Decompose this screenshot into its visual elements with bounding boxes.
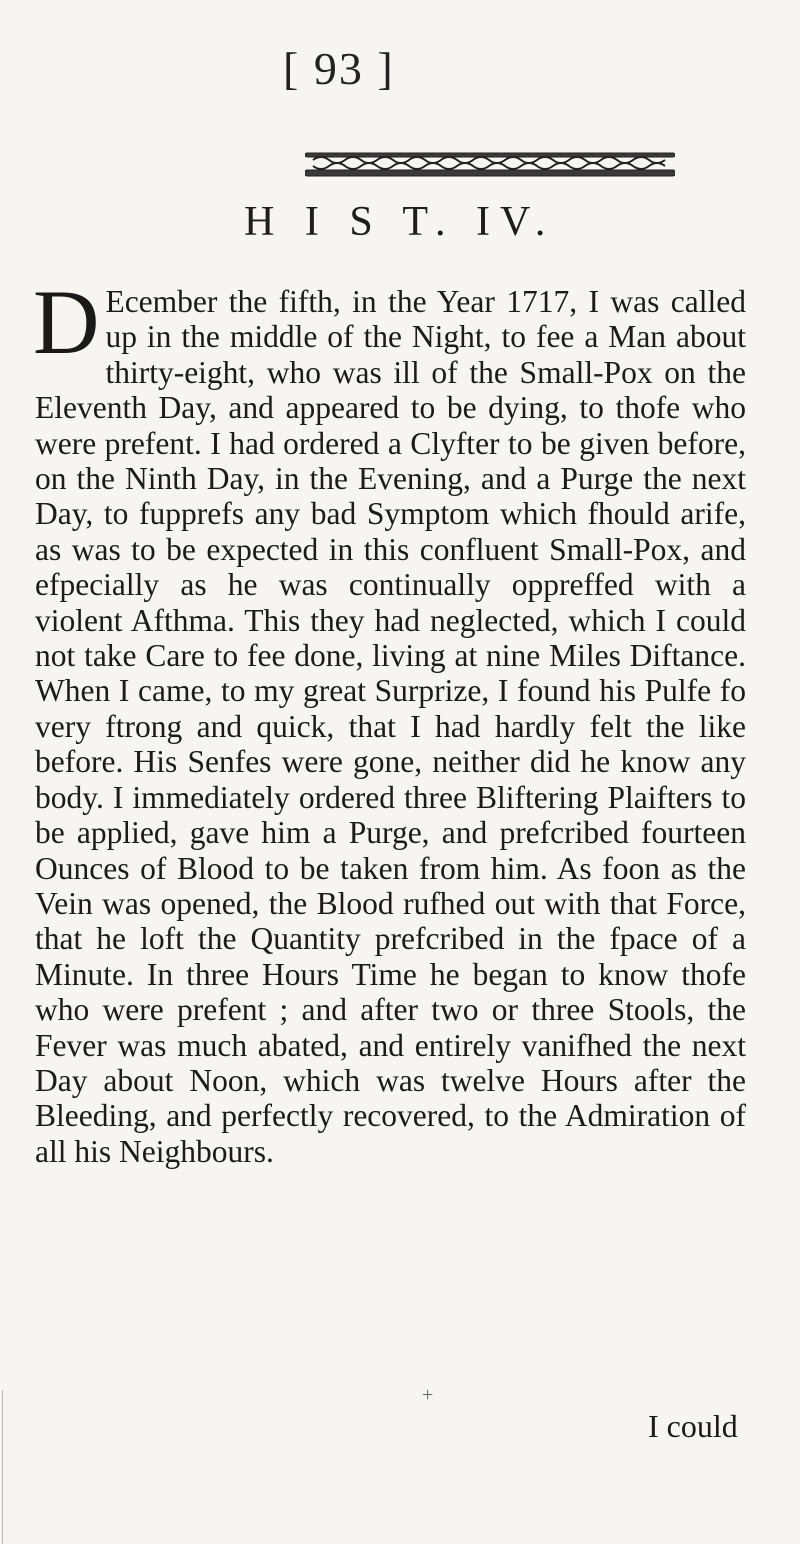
drop-cap-letter: D: [33, 271, 100, 373]
body-text: Ecember the fifth, in the Year 1717, I was called up in the middle of the Night, to fee a Man about thirty-eight, who was ill of the Small-Pox on the Eleventh Day, and appeared to be dying, to thofe who were prefent. I had ordered a Clyfter to be given before, on the Ninth Day, in the Evening, and a Purge the next Day, to fupprefs any bad Symptom which fhould arife, as was to be expected in this confluent Small-Pox, and efpecially as he was continually oppreffed with a violent Afthma. This they had neglected, which I could not take Care to fee done, living at nine Miles Diftance. When I came, to my great Surprize, I found his Pulfe fo very ftrong and quick, that I had hardly felt the like before. His Senfes were gone, neither did he know any body. I immediately ordered three Bliftering Plaifters to be applied, gave him a Purge, and prefcribed fourteen Ounces of Blood to be taken from him. As foon as the Vein was opened, the Blood rufhed out with that Force, that he loft the Quantity prefcribed in the fpace of a Minute. In three Hours Time he began to know thofe who were prefent ; and after two or three Stools, the Fever was much abated, and entirely vanifhed the next Day about Noon, which was twelve Hours after the Bleeding, and perfectly recovered, to the Admiration of all his Neighbours.: [35, 284, 746, 1169]
page-edge-line: [2, 1390, 3, 1544]
ornament-band: [305, 150, 675, 180]
section-heading: H I S T. IV.: [244, 199, 556, 245]
signature-mark: +: [422, 1384, 434, 1406]
body-paragraph: [33, 271, 746, 1169]
page-number: [ 93 ]: [283, 43, 395, 94]
catchword: I could: [648, 1408, 738, 1444]
